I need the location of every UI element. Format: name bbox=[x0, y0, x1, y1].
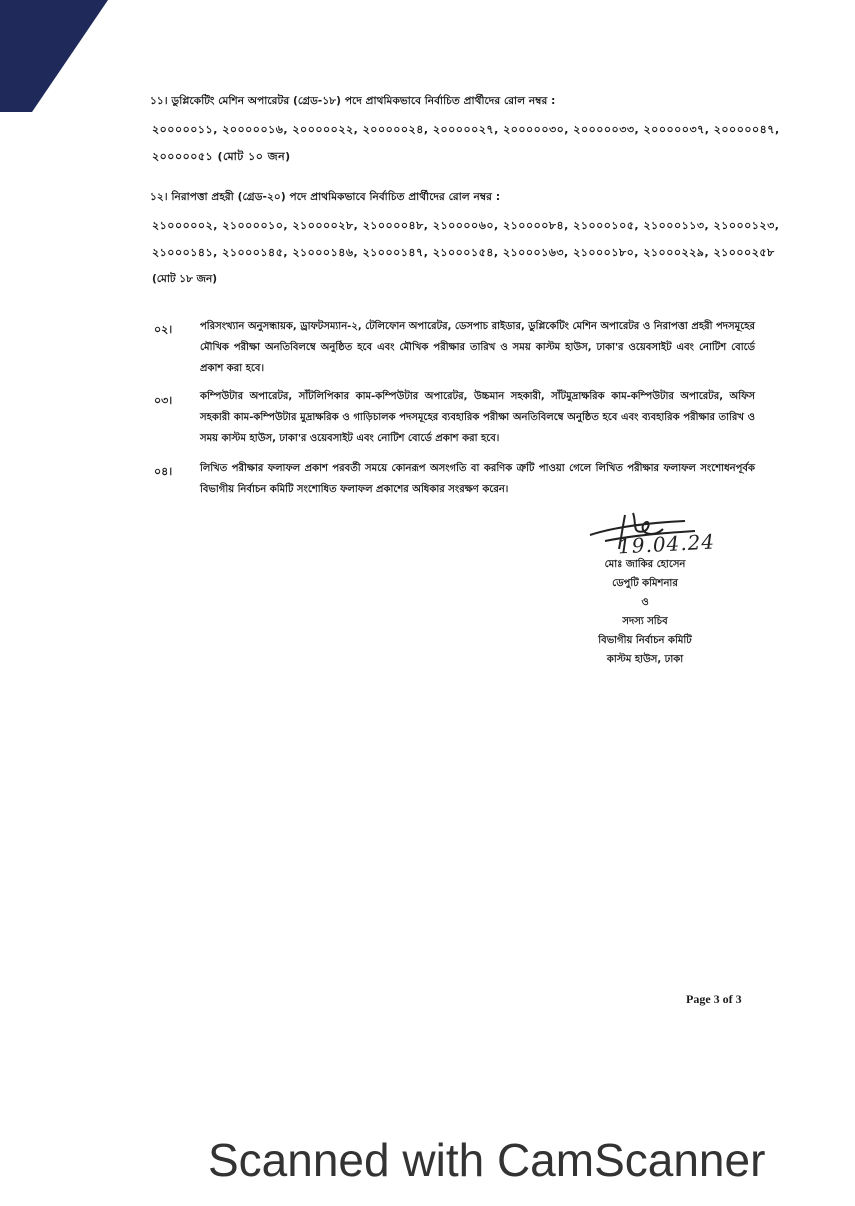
signature-block bbox=[580, 555, 710, 669]
signatory-conjunction: ও bbox=[641, 597, 649, 608]
camscanner-watermark: Scanned with CamScanner bbox=[208, 1134, 766, 1186]
scan-corner-shadow bbox=[0, 0, 110, 115]
paragraph-02-number: ০২। bbox=[154, 323, 173, 336]
section-12-rolls-line-1: ২১০০০০০২, ২১০০০০১০, ২১০০০০২৮, ২১০০০০৪৮, ২১০০০০৬০, ২১০০০০৮৪, ২১০০০১০৫, ২১০০০১১৩, ২১০০০১২৩, bbox=[152, 219, 780, 232]
signatory-committee: বিভাগীয় নির্বাচন কমিটি bbox=[598, 635, 692, 646]
signatory-designation: ডেপুটি কমিশনার bbox=[612, 578, 678, 589]
section-11-rolls-line-1: ২০০০০০১১, ২০০০০০১৬, ২০০০০০২২, ২০০০০০২৪, ২০০০০০২৭, ২০০০০০৩০, ২০০০০০৩৩, ২০০০০০৩৭, ২০০০০০৪৭, bbox=[152, 123, 780, 136]
paragraph-02-text: পরিসংখ্যান অনুসন্ধায়ক, ড্রাফটসম্যান-২, টেলিফোন অপারেটর, ডেসপাচ রাইডার, ডুপ্লিকেটিং মেশিন অপারেটর ও নিরাপত্তা প্রহরী পদসমূহের মৌখিক পরীক্ষা অনতিবিলম্বে অনুষ্ঠিত হবে এবং মৌখিক পরীক্ষার তারিখ ও সময় কাস্টম হাউস, ঢাকা'র ওয়েবসাইট এবং নোটিশ বোর্ডে প্রকাশ করা হবে। bbox=[200, 321, 755, 374]
paragraph-04-number: ০৪। bbox=[154, 465, 173, 478]
signatory-role: সদস্য সচিব bbox=[622, 616, 668, 627]
paragraph-03-number: ০৩। bbox=[154, 394, 173, 407]
section-11-heading: ১১। ডুপ্লিকেটিং মেশিন অপারেটর (গ্রেড-১৮) পদে প্রাথমিকভাবে নির্বাচিত প্রার্থীদের রোল নম্বর : bbox=[150, 95, 556, 107]
section-11-rolls-line-2: ২০০০০০৫১ (মোট ১০ জন) bbox=[152, 150, 291, 163]
section-12-heading: ১২। নিরাপত্তা প্রহরী (গ্রেড-২০) পদে প্রাথমিকভাবে নির্বাচিত প্রার্থীদের রোল নম্বর : bbox=[150, 191, 501, 203]
paragraph-03-text: কম্পিউটার অপারেটর, সাঁটলিপিকার কাম-কম্পিউটার অপারেটর, উচ্চমান সহকারী, সাঁটমুদ্রাক্ষরিক কাম-কম্পিউটার অপারেটর, অফিস সহকারী কাম-কম্পিউটার মুদ্রাক্ষরিক ও গাড়িচালক পদসমূহের ব্যবহারিক পরীক্ষা অনতিবিলম্বে অনুষ্ঠিত হবে এবং ব্যবহারিক পরীক্ষার তারিখ ও সময় কাস্টম হাউস, ঢাকা'র ওয়েবসাইট এবং নোটিশ বোর্ডে প্রকাশ করা হবে। bbox=[200, 391, 755, 444]
page-number: Page 3 of 3 bbox=[686, 992, 742, 1006]
section-12-rolls-line-2: ২১০০০১৪১, ২১০০০১৪৫, ২১০০০১৪৬, ২১০০০১৪৭, ২১০০০১৫৪, ২১০০০১৬৩, ২১০০০১৮০, ২১০০০২২৯, ২১০০০২৫৮ bbox=[152, 246, 775, 259]
paragraph-04-text: লিখিত পরীক্ষার ফলাফল প্রকাশ পরবর্তী সময়ে কোনরূপ অসংগতি বা করণিক ত্রুটি পাওয়া গেলে লিখিত পরীক্ষার ফলাফল সংশোধনপূর্বক বিভাগীয় নির্বাচন কমিটি সংশোধিত ফলাফল প্রকাশের অধিকার সংরক্ষণ করেন। bbox=[200, 463, 755, 495]
signatory-office: কাস্টম হাউস, ঢাকা bbox=[606, 654, 684, 665]
signatory-name: মোঃ জাকির হোসেন bbox=[604, 559, 686, 570]
signature-date: 19.04.24 bbox=[617, 529, 716, 559]
section-12-total: (মোট ১৮ জন) bbox=[152, 273, 218, 285]
